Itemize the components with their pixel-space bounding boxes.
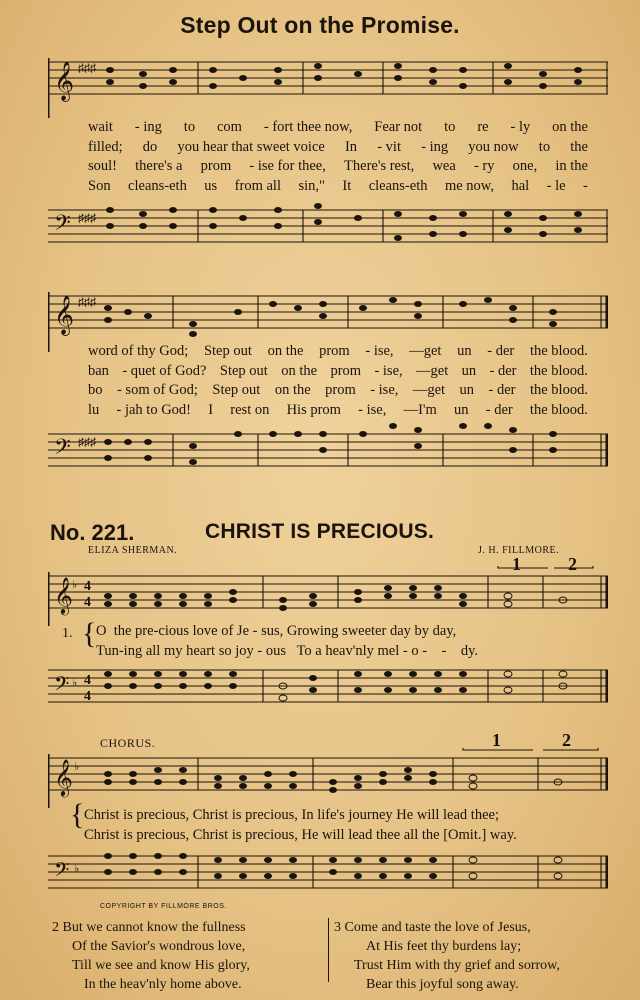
ending-2-label: 2 [568,554,577,574]
hymn2-verse1-lyrics [96,622,596,661]
svg-text:♭: ♭ [74,863,80,875]
brace-glyph: { [70,798,85,831]
music-staff-bass-4 [48,846,608,902]
verse-line: 3 Come and taste the love of Jesus, [334,920,531,935]
lyric-line: Son cleans-eth us from all sin," It cleans-eth me now, hal - le - [88,177,588,194]
verse-line: 2 But we cannot know the fullness [52,920,246,935]
svg-text:𝄞: 𝄞 [54,63,75,100]
lyric-line: word of thy God; Step out on the prom - ise, —get un - der the blood. [88,343,588,359]
composer-credit: J. H. FILLMORE. [478,545,560,556]
svg-text:𝄢: 𝄢 [54,860,70,886]
music-staff-treble-4 [48,748,608,808]
svg-text:♭: ♭ [72,677,78,689]
copyright-notice: COPYRIGHT BY FILLMORE BROS. [100,903,227,910]
verse-line: Trust Him with thy grief and sorrow, [354,958,560,973]
verse-line: Bear this joyful song away. [366,977,519,992]
lyric-line: wait - ing to com - fort thee now, Fear not to re - ly on the [88,119,588,135]
verse-number: 1. [62,626,73,641]
lyric-line: Christ is precious, Christ is precious, He will lead thee all the [Omit.] way. [84,826,517,843]
svg-text:♭: ♭ [72,579,78,591]
svg-text:♯♯♯: ♯♯♯ [78,211,96,225]
svg-text:𝄢: 𝄢 [54,211,71,240]
ending-2-label: 2 [562,730,571,750]
lyric-line: ban - quet of God? Step out on the prom - ise, —get un - der the blood. [88,362,588,379]
svg-text:♯♯♯: ♯♯♯ [78,61,96,75]
verse-line: Till we see and know His glory, [72,958,250,973]
lyric-line: Tun-ing all my heart so joy - ous To a heav'nly mel - o - - dy. [96,642,479,659]
music-staff-treble-1 [48,48,608,118]
svg-text:4: 4 [84,579,91,594]
hymn-title: Step Out on the Promise. [180,12,460,38]
svg-text:♭: ♭ [74,761,80,773]
svg-text:𝄢: 𝄢 [54,435,71,464]
svg-text:4: 4 [84,689,91,704]
lyric-line: lu - jah to God! I rest on His prom - ise, —I'm un - der the blood. [88,401,588,418]
music-staff-bass-2 [48,420,608,490]
brace-glyph: { [82,617,97,650]
music-staff-treble-3 [48,566,608,626]
ending-1-label: 1 [492,730,501,750]
svg-text:♯♯♯: ♯♯♯ [78,295,96,309]
svg-text:𝄢: 𝄢 [54,674,70,700]
hymn-number: No. 221. [50,520,135,545]
verse-2-block [52,918,322,994]
music-staff-bass-3 [48,660,608,720]
lyric-line: bo - som of God; Step out on the prom - ise, —get un - der the blood. [88,382,588,398]
author-credit: ELIZA SHERMAN. [88,545,178,556]
music-staff-bass-1 [48,196,608,266]
verse-divider [328,918,329,982]
ending-1-label: 1 [512,554,521,574]
hymn1-lyrics-system1 [88,118,588,196]
verse-line: Of the Savior's wondrous love, [72,939,246,954]
svg-text:♯♯♯: ♯♯♯ [78,435,96,449]
svg-text:𝄞: 𝄞 [54,297,75,334]
svg-text:𝄞: 𝄞 [54,759,73,795]
lyric-line: soul! there's a prom - ise for thee, There's rest, wea - ry one, in the [88,158,588,174]
hymn-title: CHRIST IS PRECIOUS. [205,520,434,543]
chorus-label: CHORUS. [100,736,156,750]
svg-text:𝄞: 𝄞 [54,577,73,613]
verse-line: At His feet thy burdens lay; [366,939,522,954]
lyric-line: Christ is precious, Christ is precious, In life's journey He will lead thee; [84,807,499,823]
hymn1-lyrics-system2 [88,342,588,420]
svg-text:4: 4 [84,595,91,610]
lyric-line: filled; do you hear that sweet voice In - vit - ing you now to the [88,138,588,155]
lyric-line: O the pre-cious love of Je - sus, Growing sweeter day by day, [96,623,457,639]
verse-line: In the heav'nly home above. [84,977,242,992]
verse-3-block [334,918,634,994]
hymn2-chorus-lyrics [84,806,604,845]
svg-text:4: 4 [84,673,91,688]
